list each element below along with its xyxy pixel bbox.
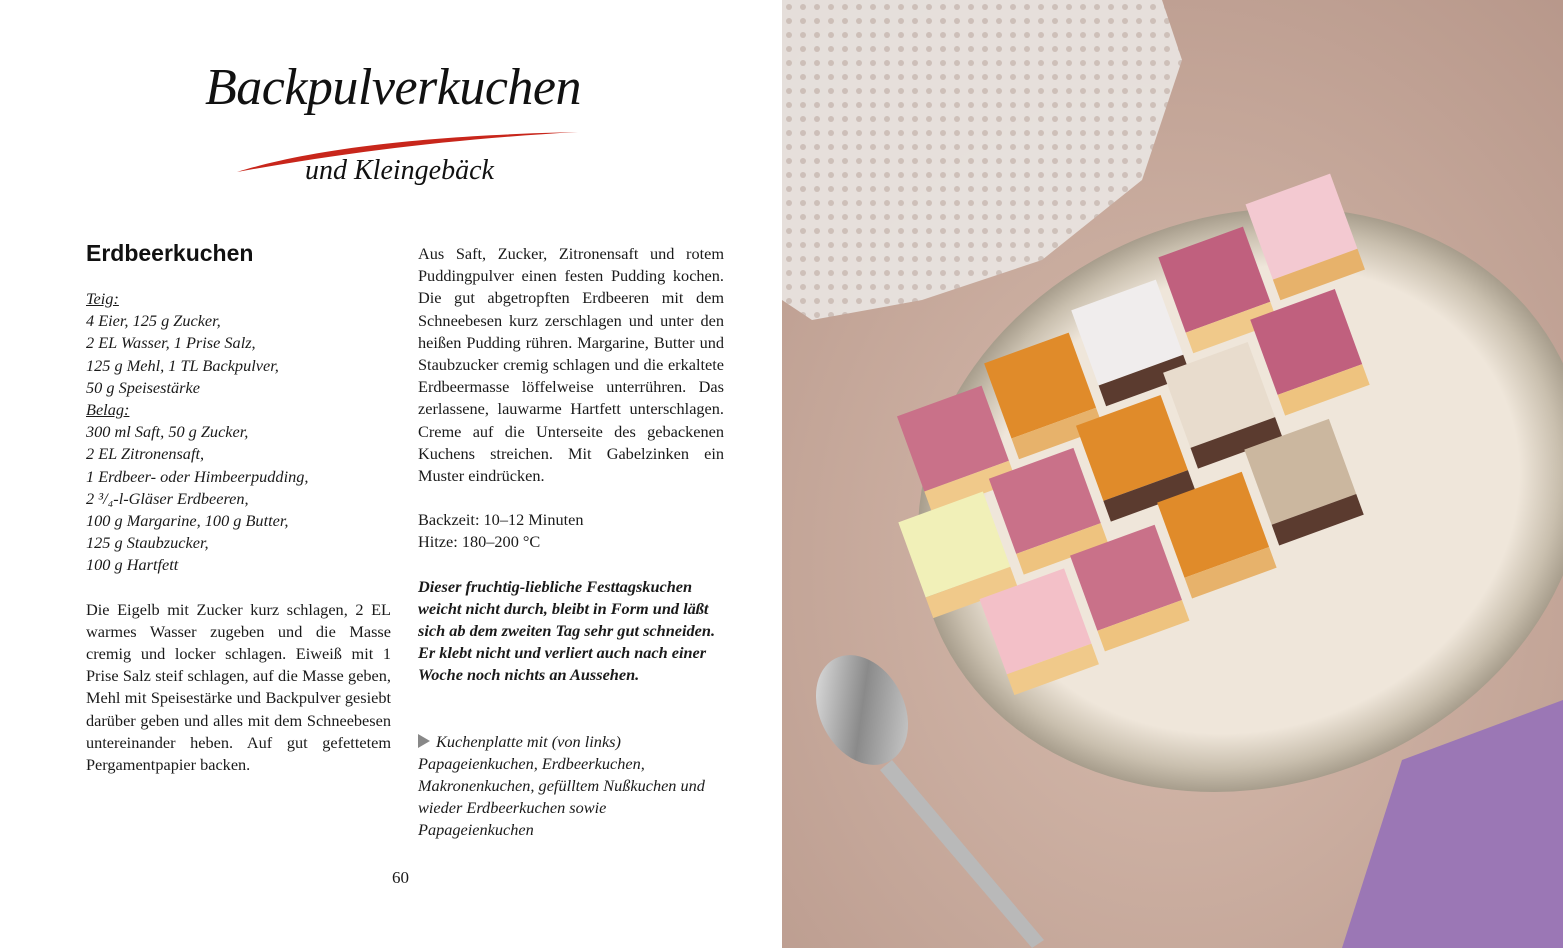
instructions-part-2: Aus Saft, Zucker, Zitronensaft und rotem Puddingpulver einen festen Pudding kochen. Die gut abgetropften Erdbeeren mit dem Schneebesen kurz zerschlagen und unter den heißen Pudding rühren. Margarine, Butter und Staubzucker cremig schlagen und die erkaltete Erdbeermasse löffelweise unterrühren. Das zerlassene, lauwarme Hartfett unterschlagen. Creme auf die Unterseite des gebackenen Kuchens streichen. Mit Gabelzinken ein Muster eindrücken. (418, 244, 724, 486)
chapter-subtitle: und Kleingebäck (305, 155, 494, 186)
left-column (86, 288, 391, 776)
ingredients (86, 288, 391, 577)
caption-text: Kuchenplatte mit (von links) Papageienkuchen, Erdbeerkuchen, Makronenkuchen, gefülltem Nußkuchen und wieder Erdbeerkuchen sowie Papageienkuchen (418, 731, 705, 840)
ingredient-line: 2 EL Zitronensaft, (86, 444, 205, 464)
cake-platter-photo (782, 0, 1563, 948)
right-column (418, 243, 724, 842)
ingredient-line: 100 g Margarine, 100 g Butter, (86, 511, 289, 531)
recipe-title: Erdbeerkuchen (86, 240, 254, 266)
ingredient-line: 4 Eier, 125 g Zucker, (86, 311, 221, 331)
heat: Hitze: 180–200 °C (418, 532, 541, 552)
ingredient-line: 125 g Mehl, 1 TL Backpulver, (86, 355, 279, 375)
tip-note: Dieser fruchtig-liebliche Festtagskuchen weicht nicht durch, bleibt in Form und läßt sich ab dem zweiten Tag sehr gut schneiden. Er klebt nicht und verliert auch nach einer Woche noch nichts an Aussehen. (418, 576, 716, 685)
ingredient-line: 300 ml Saft, 50 g Zucker, (86, 422, 249, 442)
triangle-right-icon (418, 734, 430, 748)
bake-time: Backzeit: 10–12 Minuten (418, 510, 584, 530)
ingredient-line: 50 g Speisestärke (86, 377, 200, 397)
page-number: 60 (392, 868, 409, 887)
chapter-title: Backpulverkuchen (205, 59, 582, 116)
topping-label: Belag: (86, 400, 130, 420)
photo-illustration (782, 0, 1563, 948)
ingredient-line: 125 g Staubzucker, (86, 533, 209, 553)
dough-label: Teig: (86, 289, 119, 308)
ingredient-line: 100 g Hartfett (86, 555, 179, 575)
photo-caption (418, 731, 713, 842)
ingredient-line: 1 Erdbeer- oder Himbeerpudding, (86, 466, 309, 486)
ingredient-line: 2 EL Wasser, 1 Prise Salz, (86, 333, 256, 353)
ingredient-line: 2 ³/₄-l-Gläser Erdbeeren, (86, 488, 249, 508)
instructions-part-1: Die Eigelb mit Zucker kurz schlagen, 2 EL warmes Wasser zugeben und die Masse cremig und locker schlagen. Eiweiß mit 1 Prise Salz steif schlagen, auf die Masse geben, Mehl mit Speisestärke und Backpulver gesiebt darüber geben und alles mit dem Schneebesen untereinander heben. Auf gut gefettetem Pergamentpapier backen. (86, 599, 391, 775)
